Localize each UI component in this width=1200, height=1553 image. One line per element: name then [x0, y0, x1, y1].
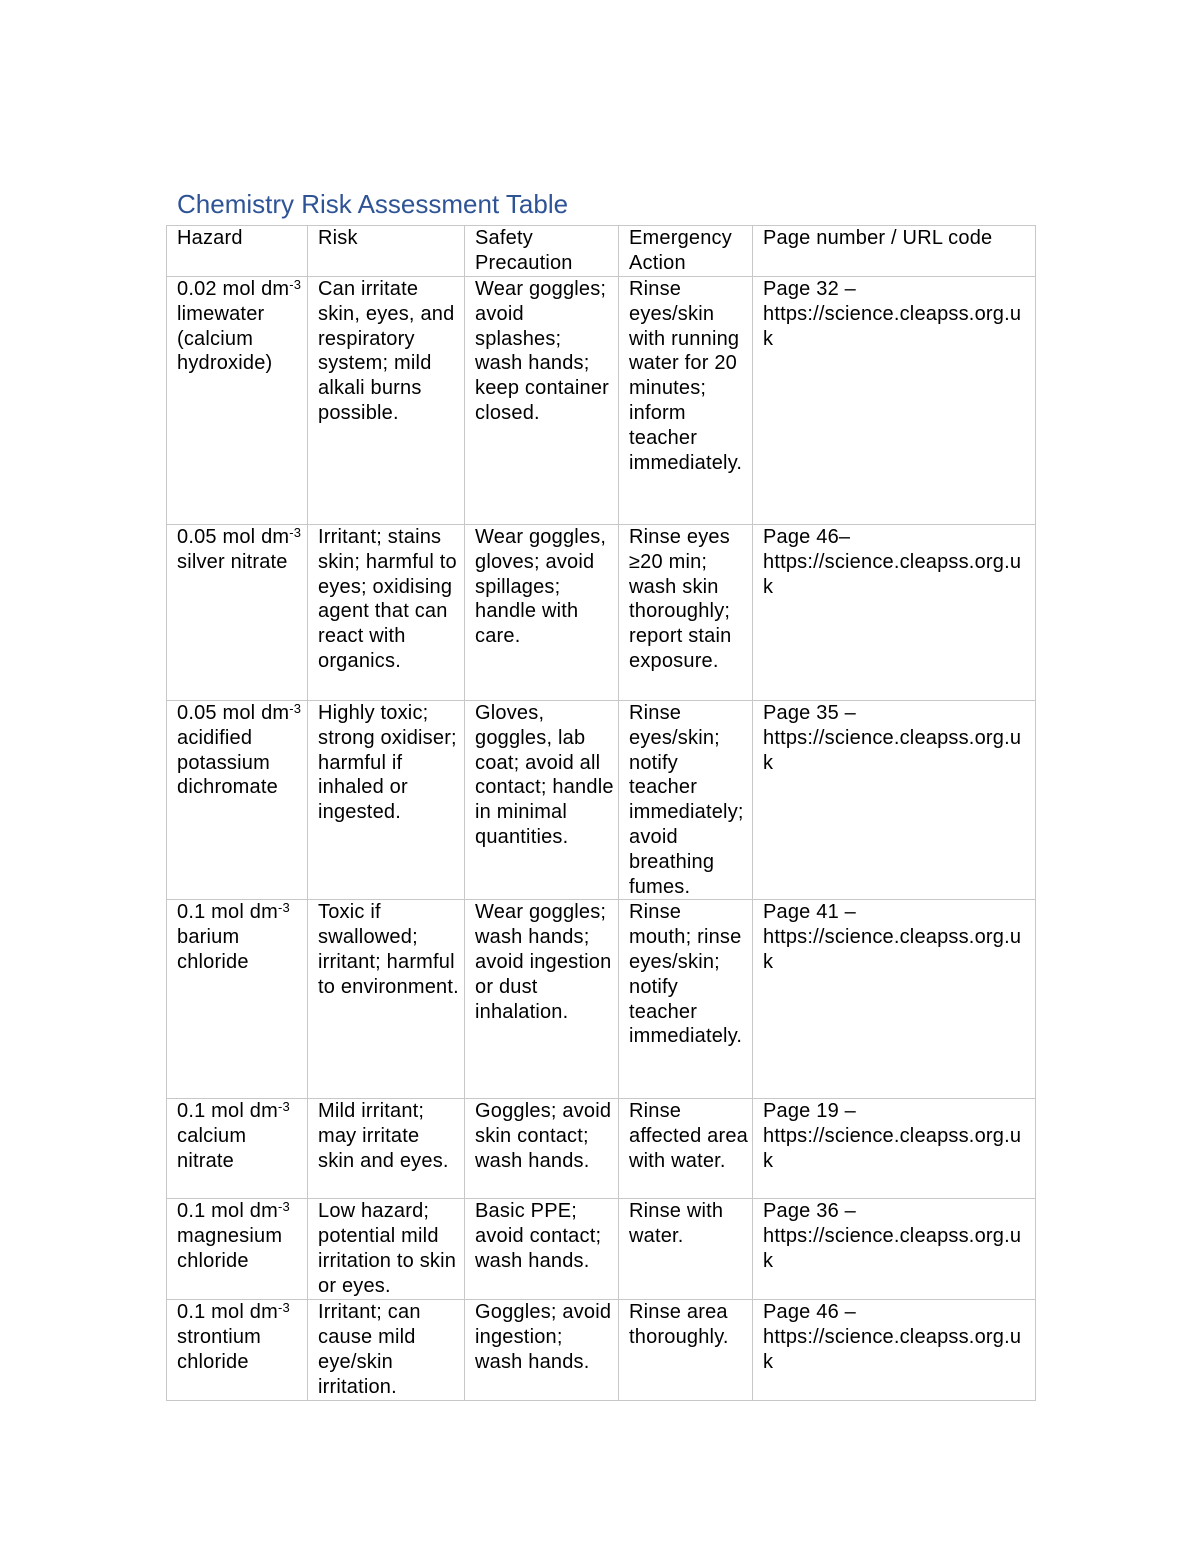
table-body: [167, 226, 1036, 1401]
cell-emergency-action: [619, 277, 753, 525]
unit-exponent: -3: [277, 1099, 290, 1115]
unit-exponent: -3: [277, 1199, 290, 1215]
cell-risk: [308, 701, 465, 900]
risk-text: Mild irritant; may irritate skin and eyes.: [318, 1100, 449, 1172]
header-label: Emergency Action: [629, 227, 732, 274]
cell-page-reference: [753, 1199, 1036, 1300]
cell-page-reference: [753, 1300, 1036, 1401]
cell-risk: [308, 1199, 465, 1300]
cell-hazard: [167, 277, 308, 525]
header-emergency-action: [619, 226, 753, 277]
page-reference-text: Page 41 – https://science.cleapss.org.uk: [763, 901, 1022, 973]
cell-page-reference: [753, 701, 1036, 900]
cell-safety-precaution: [465, 1199, 619, 1300]
emergency-action-text: Rinse eyes/skin with running water for 20 minutes; inform teacher immediately.: [629, 278, 743, 474]
cell-hazard: [167, 1099, 308, 1199]
hazard-text: [177, 900, 303, 974]
cell-safety-precaution: [465, 1300, 619, 1401]
hazard-substance: magnesium chloride: [177, 1225, 283, 1272]
cell-risk: [308, 900, 465, 1099]
page-reference-text: Page 19 – https://science.cleapss.org.uk: [763, 1100, 1022, 1172]
cell-safety-precaution: [465, 1099, 619, 1199]
risk-text: Low hazard; potential mild irritation to skin or eyes.: [318, 1200, 457, 1297]
hazard-concentration: 0.1 mol dm: [177, 901, 278, 924]
cell-safety-precaution: [465, 525, 619, 701]
table-row: [167, 701, 1036, 900]
safety-precaution-text: Goggles; avoid ingestion; wash hands.: [475, 1301, 612, 1373]
page-reference-text: Page 36 – https://science.cleapss.org.uk: [763, 1200, 1022, 1272]
cell-hazard: [167, 900, 308, 1099]
safety-precaution-text: Basic PPE; avoid contact; wash hands.: [475, 1200, 602, 1272]
safety-precaution-text: Goggles; avoid skin contact; wash hands.: [475, 1100, 612, 1172]
header-label: Safety Precaution: [475, 227, 573, 274]
hazard-concentration: 0.05 mol dm: [177, 702, 290, 724]
hazard-text: [177, 525, 303, 575]
hazard-substance: calcium nitrate: [177, 1125, 247, 1172]
table-row: [167, 900, 1036, 1099]
cell-hazard: [167, 1199, 308, 1300]
emergency-action-text: Rinse area thoroughly.: [629, 1301, 729, 1349]
hazard-text: [177, 701, 303, 800]
cell-emergency-action: [619, 1199, 753, 1300]
emergency-action-text: Rinse affected area with water.: [629, 1100, 748, 1172]
safety-precaution-text: Gloves, goggles, lab coat; avoid all contact; handle in minimal quantities.: [475, 702, 614, 848]
cell-emergency-action: [619, 525, 753, 701]
hazard-concentration: 0.1 mol dm: [177, 1301, 278, 1324]
hazard-concentration: 0.02 mol dm: [177, 278, 290, 300]
table-row: [167, 277, 1036, 525]
unit-exponent: -3: [289, 525, 302, 540]
risk-text: Highly toxic; strong oxidiser; harmful if inhaled or ingested.: [318, 702, 457, 824]
hazard-text: [177, 277, 303, 376]
hazard-concentration: 0.1 mol dm: [177, 1200, 278, 1223]
header-label: Risk: [318, 227, 358, 249]
page-title: Chemistry Risk Assessment Table: [177, 189, 569, 219]
unit-exponent: -3: [277, 1300, 290, 1316]
risk-assessment-table: [166, 225, 1036, 1401]
cell-safety-precaution: [465, 277, 619, 525]
emergency-action-text: Rinse with water.: [629, 1200, 724, 1248]
risk-text: Irritant; stains skin; harmful to eyes; oxidising agent that can react with organics.: [318, 526, 457, 672]
cell-emergency-action: [619, 1300, 753, 1401]
cell-risk: [308, 277, 465, 525]
cell-page-reference: [753, 900, 1036, 1099]
hazard-substance: acidified potassium dichromate: [177, 726, 278, 799]
cell-emergency-action: [619, 900, 753, 1099]
hazard-substance: barium chloride: [177, 926, 249, 973]
header-safety-precaution: [465, 226, 619, 277]
page-reference-text: Page 35 – https://science.cleapss.org.uk: [763, 702, 1022, 774]
cell-risk: [308, 1099, 465, 1199]
header-risk: [308, 226, 465, 277]
table-row: [167, 1099, 1036, 1199]
cell-risk: [308, 1300, 465, 1401]
cell-safety-precaution: [465, 701, 619, 900]
header-label: Page number / URL code: [763, 227, 993, 249]
table-row: [167, 525, 1036, 701]
hazard-substance: limewater (calcium hydroxide): [177, 302, 273, 375]
cell-page-reference: [753, 1099, 1036, 1199]
cell-risk: [308, 525, 465, 701]
cell-emergency-action: [619, 1099, 753, 1199]
cell-page-reference: [753, 277, 1036, 525]
safety-precaution-text: Wear goggles; avoid splashes; wash hands; keep container closed.: [475, 278, 610, 424]
emergency-action-text: Rinse eyes/skin; notify teacher immediately; avoid breathing fumes.: [629, 702, 744, 898]
safety-precaution-text: Wear goggles; wash hands; avoid ingestion or dust inhalation.: [475, 901, 612, 1023]
cell-hazard: [167, 701, 308, 900]
risk-text: Can irritate skin, eyes, and respiratory system; mild alkali burns possible.: [318, 278, 455, 424]
hazard-concentration: 0.05 mol dm: [177, 526, 290, 548]
page-reference-text: Page 32 – https://science.cleapss.org.uk: [763, 278, 1022, 350]
table-header-row: [167, 226, 1036, 277]
cell-safety-precaution: [465, 900, 619, 1099]
hazard-text: [177, 1199, 303, 1273]
cell-page-reference: [753, 525, 1036, 701]
table-row: [167, 1199, 1036, 1300]
risk-text: Irritant; can cause mild eye/skin irritation.: [318, 1301, 421, 1398]
page-reference-text: Page 46– https://science.cleapss.org.uk: [763, 526, 1022, 598]
cell-hazard: [167, 525, 308, 701]
safety-precaution-text: Wear goggles, gloves; avoid spillages; handle with care.: [475, 526, 607, 648]
hazard-substance: silver nitrate: [177, 550, 288, 573]
header-page-reference: [753, 226, 1036, 277]
unit-exponent: -3: [277, 900, 290, 916]
emergency-action-text: Rinse mouth; rinse eyes/skin; notify teacher immediately.: [629, 901, 743, 1048]
emergency-action-text: Rinse eyes ≥20 min; wash skin thoroughly; report stain exposure.: [629, 526, 732, 672]
risk-text: Toxic if swallowed; irritant; harmful to environment.: [318, 901, 459, 998]
unit-exponent: -3: [289, 701, 302, 716]
hazard-substance: strontium chloride: [177, 1326, 262, 1373]
table-row: [167, 1300, 1036, 1401]
hazard-text: [177, 1099, 303, 1173]
cell-emergency-action: [619, 701, 753, 900]
hazard-text: [177, 1300, 303, 1374]
page-reference-text: Page 46 – https://science.cleapss.org.uk: [763, 1301, 1022, 1373]
unit-exponent: -3: [289, 277, 302, 292]
header-hazard: [167, 226, 308, 277]
hazard-concentration: 0.1 mol dm: [177, 1100, 278, 1123]
cell-hazard: [167, 1300, 308, 1401]
header-label: Hazard: [177, 227, 243, 249]
